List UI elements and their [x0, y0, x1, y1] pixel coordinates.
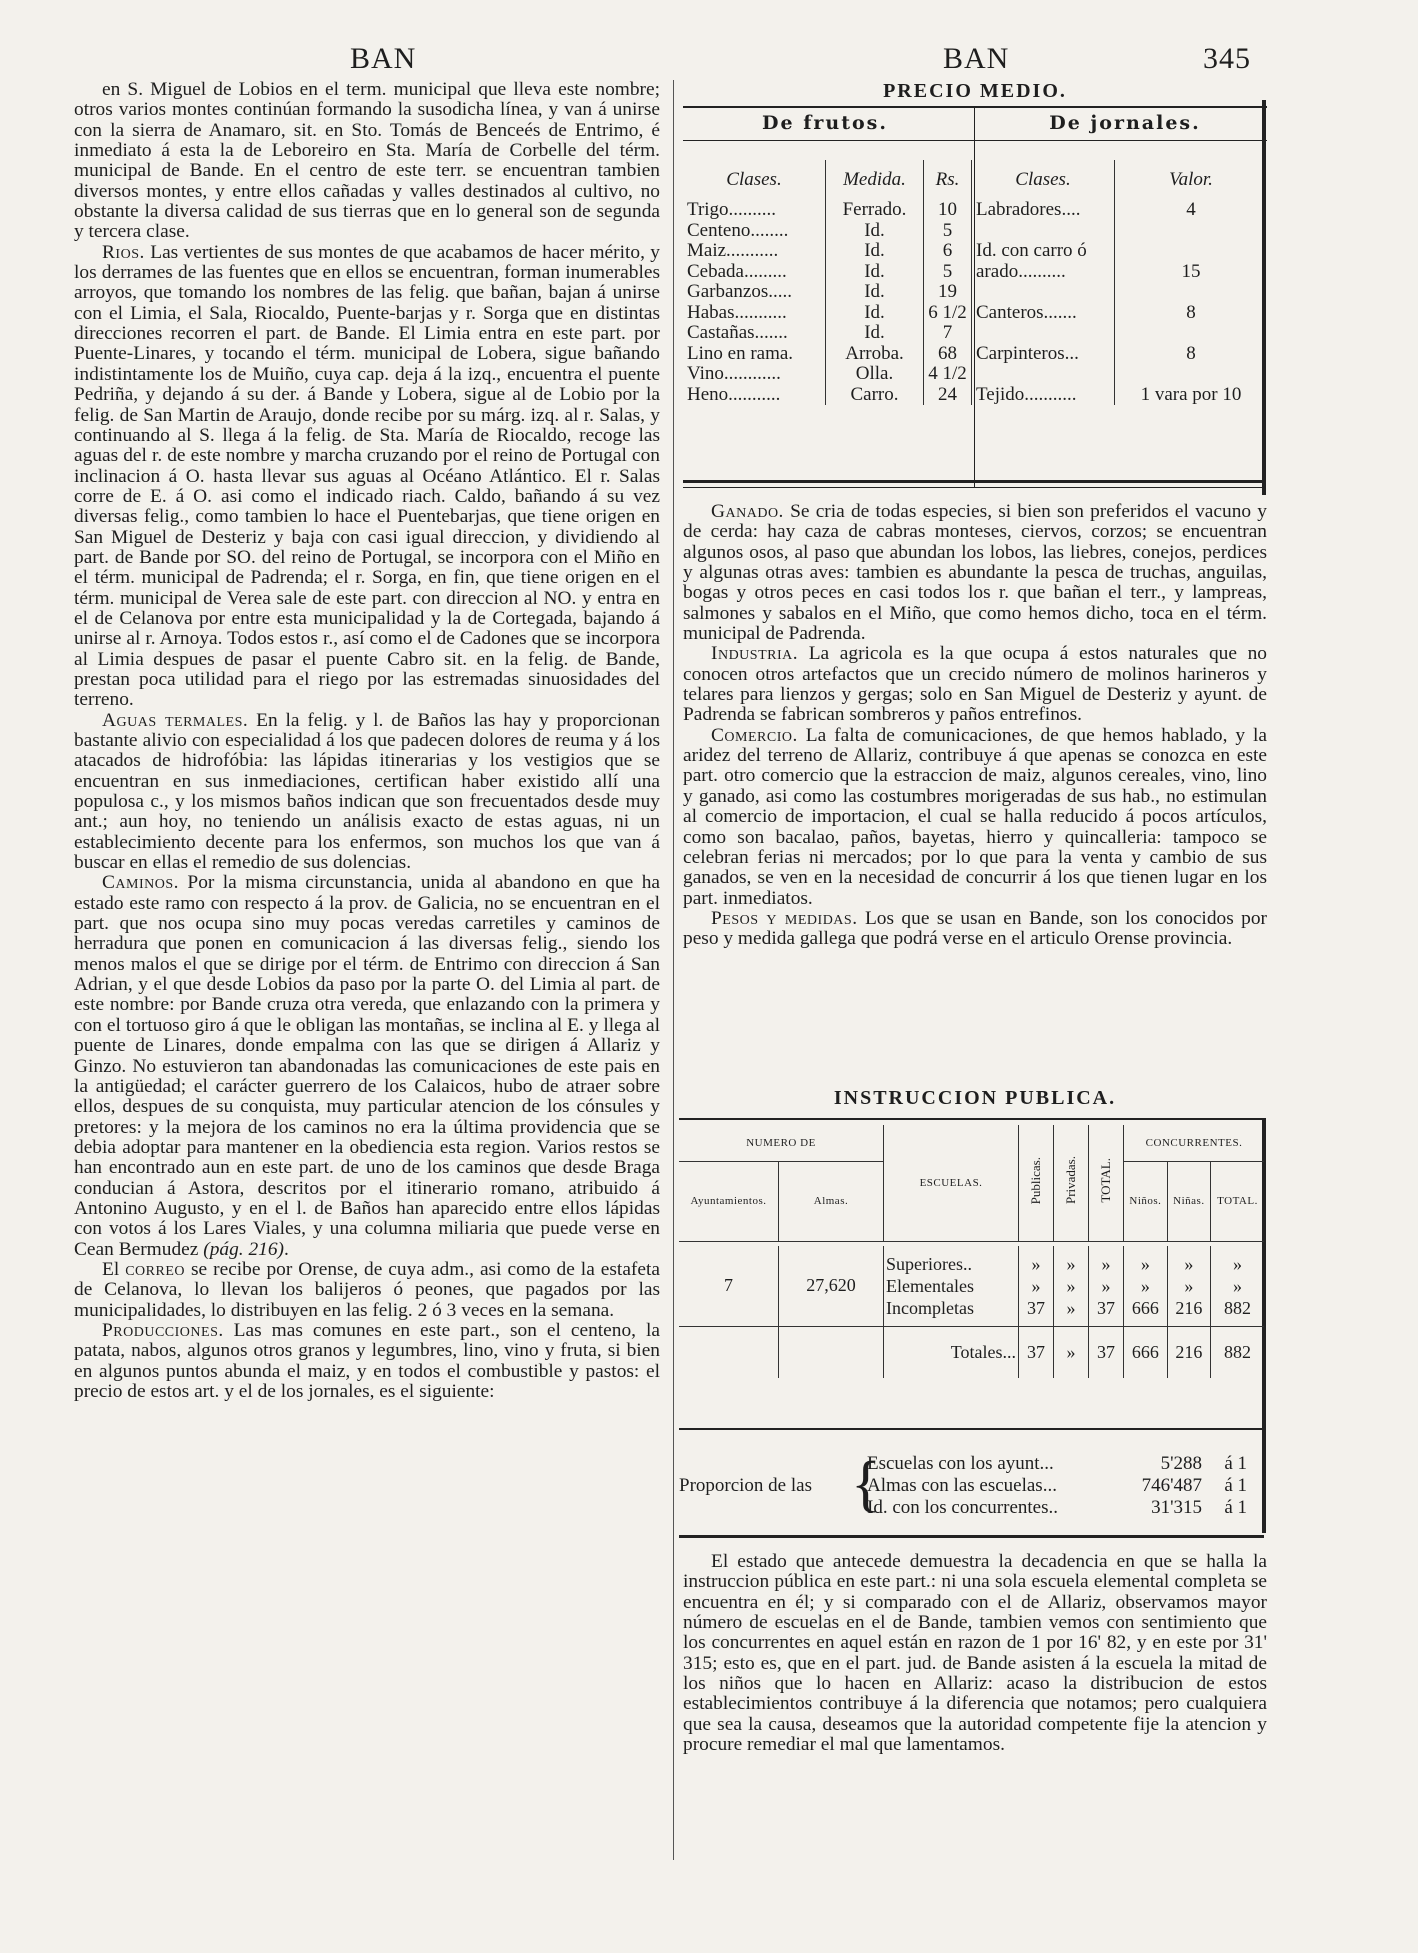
- fruto-medida: Id.: [826, 323, 924, 344]
- paragraph-text: Los que se usan en Bande, son los conocidos por peso y medida gallega que podrá verse en el articulo Orense provincia.: [683, 907, 1267, 950]
- fruto-medida: Olla.: [826, 364, 924, 385]
- total-escuelas-header: [1089, 1125, 1124, 1241]
- section-heading: Rios.: [102, 241, 145, 263]
- fruto-medida: Ferrado.: [826, 200, 924, 221]
- fruto-clase: Castañas.......: [683, 323, 826, 344]
- precio-table: [683, 160, 1267, 405]
- precio-bottom-rule-2: [683, 487, 1265, 488]
- instruccion-mid-rule: [679, 1428, 1264, 1430]
- proporcion-desc: Escuelas con los ayunt...: [867, 1453, 1054, 1474]
- jornales-title: De jornales.: [1049, 112, 1201, 134]
- totales-privadas: »: [1054, 1326, 1089, 1378]
- section-heading: Aguas termales.: [102, 709, 249, 731]
- escuela-elementales: Elementales: [886, 1275, 974, 1296]
- fruto-rs: 24: [924, 385, 972, 406]
- fruto-medida: Id.: [826, 241, 924, 262]
- precio-sub-rule: [683, 140, 1267, 141]
- col-header-clases-jornales: Clases.: [972, 160, 1115, 200]
- frutos-title: De frutos.: [762, 112, 888, 134]
- fruto-medida: Id.: [826, 262, 924, 283]
- paragraph-text: Se cria de todas especies, si bien son preferidos el vacuno y de cerda: hay caza de cabras monteses, ciervos, corzos; se encuentran algunos osos, al paso que abundan los lobos, las liebres, conejos, perdices y algunas otras aves: tambien es abundante la pesca de truchas, anguilas, bogas y otros peces en casi todos los r. que bañan el terr., y lampreas, salmones y sabalos en el Miño, que como hemos dicho, toca en el térm. municipal de Padrenda.: [683, 501, 1267, 645]
- precio-row: [683, 344, 1267, 365]
- precio-body: [683, 200, 1267, 405]
- fruto-clase: Vino............: [683, 364, 826, 385]
- concurrentes-header: CONCURRENTES.: [1124, 1125, 1265, 1161]
- fruto-medida: Arroba.: [826, 344, 924, 365]
- jornal-clase: [972, 282, 1115, 303]
- proporcion-ratio: á 1: [1224, 1475, 1247, 1496]
- proporcion-value: 5'288: [1160, 1453, 1202, 1474]
- col-header-valor: Valor.: [1169, 168, 1213, 190]
- concurrentes-superiores: »: [1232, 1253, 1242, 1274]
- jornal-clase: Carpinteros...: [972, 344, 1115, 365]
- proporcion-value: 31'315: [1151, 1497, 1202, 1518]
- fruto-clase: Trigo..........: [683, 200, 826, 221]
- jornal-clase: [972, 221, 1115, 242]
- jornal-clase: Tejido...........: [972, 385, 1115, 406]
- precio-row: [683, 262, 1267, 283]
- proporcion-row: [867, 1475, 1247, 1497]
- precio-row: [683, 200, 1267, 221]
- paragraph-text: En la felig. y l. de Baños las hay y proporcionan bastante alivio con especialidad á los que padecen dolores de reuma y á los atacados de hidrofóbia: las lápidas itinerarias y los vestigios que se encuentran en sus inmediaciones, certifican haber existido allí una populosa c., y los mismos baños indican que son frecuentados desde muy ant.; aun hoy, no teniendo un análisis exacto de estas aguas, ni un establecimiento decente para los enfermos, son muchos los que van á buscar en ellas el remedio de sus dolencias.: [74, 709, 660, 874]
- privadas-values: [1054, 1246, 1089, 1326]
- total-elementales: »: [1101, 1275, 1111, 1296]
- totales-concurrentes: 882: [1223, 1341, 1251, 1362]
- fruto-clase: Heno...........: [683, 385, 826, 406]
- paragraph-text: en S. Miguel de Lobios en el term. municipal que lleva este nombre; otros varios montes continúan formando la susodicha línea, y van á unirse con la sierra de Anamaro, sit. en Sto. Tomás de Benceés de Entrimo, é inmediato á esta la de Leboreiro en Sta. María de Corbelle del térm. municipal de Bande. En el centro de este terr. se encuentran tambien diversos montes, y entre ellos cañadas y valles destinados al cultivo, no obstante la diversa calidad de sus tierras que en lo general son de segunda y tercera clase.: [74, 79, 660, 243]
- fruto-clase: Cebada.........: [683, 262, 826, 283]
- fruto-medida: Id.: [826, 282, 924, 303]
- numero-de-header: NUMERO DE: [679, 1125, 884, 1161]
- ninas-incompletas: 216: [1175, 1297, 1203, 1318]
- ninos-incompletas: 666: [1131, 1297, 1159, 1318]
- proporcion-desc: Id. con los concurrentes..: [867, 1497, 1058, 1518]
- proporcion-ratio: á 1: [1224, 1453, 1247, 1474]
- jornal-clase: Id. con carro ó: [972, 241, 1115, 262]
- total-escuelas-values: [1089, 1246, 1124, 1326]
- left-paragraph: [74, 1321, 660, 1402]
- escuela-incompletas: Incompletas: [886, 1297, 974, 1318]
- fruto-rs: 10: [924, 200, 972, 221]
- escuelas-header: ESCUELAS.: [884, 1125, 1019, 1241]
- section-heading: Caminos.: [102, 872, 180, 894]
- precio-row: [683, 221, 1267, 242]
- totales-ninos: 666: [1124, 1326, 1168, 1378]
- almas-header: Almas.: [779, 1161, 884, 1241]
- proporcion-row: [867, 1453, 1247, 1475]
- precio-top-rule: [683, 106, 1267, 108]
- ayuntamientos-value: 7: [679, 1246, 779, 1326]
- escuela-superiores: Superiores..: [886, 1253, 972, 1274]
- running-header-left: BAN: [350, 42, 417, 75]
- proporcion-row: [867, 1497, 1247, 1519]
- totales-total: 37: [1089, 1326, 1124, 1378]
- section-heading: Pesos y medidas.: [711, 907, 858, 929]
- paragraph-text: La falta de comunicaciones, de que hemos hablado, y la aridez del terreno de Allariz, contribuye á que apenas se conozca en este part. otro comercio que la estraccion de maiz, algunos cereales, vino, lino y ganado, asi como las costumbres morigeradas de sus hab., no estimulan al comercio de importacion, el cual se halla reducido á pocos artículos, como son bacalao, paños, bayetas, hierro y quincalleria: tampoco se celebran ferias ni mercados; por lo que para la venta y cambio de sus ganados, se ven en la necesidad de concurrir á los que tienen lugar en los part. inmediatos.: [683, 724, 1267, 909]
- final-paragraph: El estado que antecede demuestra la decadencia en que se halla la instruccion pública en este part.: ni una sola escuela elemental completa se encuentra en él; y si comparado con el de Allariz, observamos mayor número de escuelas en el de Bande, tambien vemos con sentimiento que los concurrentes en aquel están en razon de 1 por 16' 82, y en este por 31' 315; esto es, que en el part. jud. de Bande asisten á la escuela la mitad de los niños que lo hacen en Allariz: acaso la distribucion de estos establecimientos contribuye á la diferencia que notamos; pero cualquiera que sea la causa, deseamos que la autoridad competente fije la atencion y procure remediar el mal que lamentamos.: [683, 1551, 1267, 1756]
- right-paragraph: [683, 909, 1267, 950]
- ninas-values: [1167, 1246, 1210, 1326]
- fruto-rs: 6 1/2: [924, 303, 972, 324]
- left-paragraph: [74, 80, 660, 243]
- totales-publicas: 37: [1019, 1326, 1054, 1378]
- instruccion-bottom-rule: [679, 1535, 1264, 1538]
- total-incompletas: 37: [1097, 1297, 1115, 1318]
- concurrentes-elementales: »: [1232, 1275, 1242, 1296]
- right-column: [683, 502, 1267, 950]
- concurrentes-incompletas: 882: [1223, 1297, 1251, 1318]
- publicas-superiores: »: [1031, 1253, 1041, 1274]
- left-paragraph: [74, 1260, 660, 1321]
- fruto-medida: Carro.: [826, 385, 924, 406]
- proporcion-list: [867, 1453, 1247, 1519]
- paragraph-text: Las mas comunes en este part., son el centeno, la patata, nabos, algunos otros granos y legumbres, lino, vino y fruta, si bien en algunos puntos abunda el maiz, y en todos el combustible y pastos: el precio de estos art. y el de los jornales, es el siguiente:: [74, 1319, 660, 1402]
- ninos-values: [1124, 1246, 1168, 1326]
- paragraph-text: se recibe por Orense, de cuya adm., asi como de la estafeta de Celanova, lo llevan los balijeros ó peones, que pagados por las municipalidades, lo distribuyen en las felig. 2 ó 3 veces en la semana.: [74, 1258, 660, 1321]
- ninos-elementales: »: [1140, 1275, 1150, 1296]
- proporcion-value: 746'487: [1141, 1475, 1202, 1496]
- jornal-clase: [972, 323, 1115, 344]
- escuelas-types: [884, 1246, 1019, 1326]
- col-header-rs: Rs.: [924, 160, 972, 200]
- left-paragraph: [74, 243, 660, 711]
- publicas-header: [1019, 1125, 1054, 1241]
- totales-label: Totales...: [884, 1326, 1019, 1378]
- publicas-values: [1019, 1246, 1054, 1326]
- total-concurrentes-header: TOTAL.: [1217, 1195, 1258, 1207]
- publicas-label: Publicas.: [1028, 1156, 1043, 1204]
- jornal-valor: [1115, 241, 1268, 262]
- jornal-valor: [1115, 221, 1268, 242]
- totales-row: [679, 1326, 1264, 1378]
- precio-row: [683, 282, 1267, 303]
- fruto-medida: Id.: [826, 221, 924, 242]
- fruto-clase: Lino en rama.: [683, 344, 826, 365]
- paragraph-text: Las vertientes de sus montes de que acabamos de hacer mérito, y los derrames de las fuentes que en ellos se encuentran, forman inumerables arroyos, que tomando los nombres de las felig. que bañan, bajan á unirse con el Limia, el Sala, Riocaldo, Puente-barjas y r. Sorga que en distintas direcciones recorren el part. de Bande. El Limia entra en este part. por Puente-Linares, y tocando el térm. municipal de Lobera, sigue bañando indistintamente los de Muiño, cuya cap. deja á la izq., encuentra el puente Pedriña, y dejando á su der. á Bande y Lobera, sigue al de Lobio por la felig. de San Martin de Araujo, donde recibe por su márg. izq. al r. Salas, y continuando al S. llega á la felig. de Sta. María de Riocaldo, recoge las aguas del r. de este nombre y marcha cruzando por el reino de Portugal con inclinacion á O. hasta llevar sus aguas al Océano Atlántico. El r. Salas corre de E. á O. asi como el indicado riach. Caldo, bañando á su vez diversas felig., como tambien lo hace el Puentebarjas, que tiene origen en San Miguel de Desteriz y baja con casi igual direccion, y dividiendo al part. de Bande por SO. del reino de Portugal, se incorpora con el Miño en el térm. municipal de Padrenda; el r. Sorga, en fin, que tiene origen en el térm. municipal de Verea sale de este part. con direccion al NO. y entra en el de Celanova por entre esta municipalidad y la de Cortegada, bajando á unirse al r. Arnoya. Todos estos r., así como el de Cadones que se incorpora al Limia despues de pasar el puente Cabro sit. en la felig. de Bande, prestan poca utilidad para el riego por las estremadas sinuosidades del terreno.: [74, 241, 660, 711]
- right-paragraph: [683, 502, 1267, 644]
- fruto-rs: 5: [924, 221, 972, 242]
- precio-bottom-rule: [683, 480, 1265, 483]
- fruto-clase: Habas...........: [683, 303, 826, 324]
- privadas-label: Privadas.: [1063, 1156, 1078, 1205]
- ninos-superiores: »: [1140, 1253, 1150, 1274]
- privadas-incompletas: »: [1066, 1297, 1076, 1318]
- fruto-rs: 4 1/2: [924, 364, 972, 385]
- total-concurrentes-values: [1210, 1246, 1264, 1326]
- fruto-rs: 19: [924, 282, 972, 303]
- col-header-clases: Clases.: [683, 160, 826, 200]
- jornal-valor: 4: [1186, 199, 1196, 220]
- ninas-header: Niñas.: [1167, 1161, 1210, 1241]
- section-heading: Ganado.: [711, 501, 784, 522]
- right-paragraph: [683, 726, 1267, 909]
- final-paragraph-container: [683, 1552, 1267, 1755]
- fruto-rs: 6: [924, 241, 972, 262]
- ayuntamientos-header: Ayuntamientos.: [679, 1161, 779, 1241]
- jornal-valor: [1115, 364, 1268, 385]
- section-heading: Producciones.: [102, 1319, 224, 1341]
- section-heading: Comercio.: [711, 724, 798, 746]
- proporcion-desc: Almas con las escuelas...: [867, 1475, 1057, 1496]
- paragraph-text: Por la misma circunstancia, unida al abandono en que ha estado este ramo con respecto á la prov. de Galicia, no se encuentran en el part. que nos ocupa sino muy pocas veredas carretiles y caminos de herradura que ponen en comunicacion á las diversas felig., siendo los menos malos el que se dirige por el térm. de Entrimo con direccion á San Adrian, y el que desde Lobios da paso por la parte O. del Limia al part. de este nombre: por Bande cruza otra vereda, que enlazando con la primera y con el tortuoso giro á que le obligan las montañas, se inclina al E. y llega al puente de Linares, donde empalma con las que se dirigen á Allariz y Ginzo. No estuvieron tan abandonadas las comunicaciones de este pais en la antigüedad; el carácter guerrero de los Calaicos, hubo de atraer sobre ellos, despues de su conquista, muy particular atencion de los cónsules y pretores: y la mejora de los caminos no era la última providencia que se debia adoptar para mantener en la obediencia esta region. Varios restos se han encontrado aun en este part. de uno de los caminos que desde Braga conducian á Astora, descritos por el itinerario romano, atribuido á Antonino Augusto, y en el l. de Baños han aparecido entre ellos lápidas con votos á los Lares Viales, y una columna miliaria que puede verse en Cean Bermudez: [74, 872, 660, 1260]
- privadas-header: [1054, 1125, 1089, 1241]
- precio-row: [683, 364, 1267, 385]
- section-heading: correo: [125, 1258, 186, 1280]
- totales-ninas: 216: [1167, 1326, 1210, 1378]
- instruccion-data-row: [679, 1246, 1264, 1326]
- total-superiores: »: [1101, 1253, 1111, 1274]
- running-header-center: BAN: [943, 42, 1010, 75]
- proporcion-label: Proporcion de las: [679, 1475, 812, 1496]
- proporcion-brace: {: [851, 1450, 881, 1518]
- fruto-clase: Maiz...........: [683, 241, 826, 262]
- right-paragraph: [683, 644, 1267, 725]
- col-header-medida: Medida.: [826, 160, 924, 200]
- proporcion-ratio: á 1: [1224, 1497, 1247, 1518]
- paragraph-text: .: [284, 1238, 289, 1260]
- jornal-valor: 15: [1181, 260, 1201, 282]
- section-heading: Industria.: [711, 643, 799, 665]
- left-column: [74, 80, 660, 1402]
- jornal-valor: 1 vara por 10: [1140, 383, 1242, 405]
- fruto-clase: Garbanzos.....: [683, 282, 826, 303]
- paragraph-text: (pág. 216): [203, 1238, 285, 1260]
- instruccion-title: INSTRUCCION PUBLICA.: [833, 1087, 1117, 1109]
- almas-value: 27,620: [779, 1246, 884, 1326]
- column-divider: [673, 80, 674, 1860]
- jornal-valor: 8: [1186, 342, 1196, 364]
- instruccion-table: [679, 1125, 1264, 1378]
- precio-row: [683, 323, 1267, 344]
- precio-row: [683, 241, 1267, 262]
- jornal-valor: [1115, 323, 1268, 344]
- fruto-rs: 68: [924, 344, 972, 365]
- jornal-valor: 8: [1186, 301, 1196, 323]
- fruto-rs: 5: [924, 262, 972, 283]
- jornal-valor: [1115, 282, 1268, 303]
- fruto-medida: Id.: [826, 303, 924, 324]
- ninas-elementales: »: [1184, 1275, 1194, 1296]
- ninos-header: Niños.: [1124, 1161, 1168, 1241]
- fruto-clase: Centeno........: [683, 221, 826, 242]
- privadas-elementales: »: [1066, 1275, 1076, 1296]
- paragraph-text: El: [102, 1258, 126, 1280]
- paragraph-text: La agricola es la que ocupa á estos naturales que no conocen otros artefactos que un crecido número de molinos harineros y telares para lienzos y gergas; solo en San Miguel de Desteriz y ayunt. de Padrenda se fabrican sombreros y paños entrefinos.: [683, 643, 1267, 726]
- jornal-clase: Canteros.......: [972, 303, 1115, 324]
- page-number: 345: [1203, 42, 1251, 75]
- instruccion-top-rule: [679, 1118, 1264, 1120]
- total-escuelas-label: TOTAL.: [1098, 1157, 1113, 1203]
- precio-row: [683, 385, 1267, 406]
- precio-row: [683, 303, 1267, 324]
- precio-medio-title: PRECIO MEDIO.: [883, 80, 1067, 102]
- publicas-elementales: »: [1031, 1275, 1041, 1296]
- jornal-clase: arado..........: [972, 262, 1115, 283]
- left-paragraph: [74, 873, 660, 1260]
- publicas-incompletas: 37: [1027, 1297, 1045, 1318]
- privadas-superiores: »: [1066, 1253, 1076, 1274]
- jornal-clase: [972, 364, 1115, 385]
- jornal-clase: Labradores....: [972, 200, 1115, 221]
- left-paragraph: [74, 711, 660, 874]
- fruto-rs: 7: [924, 323, 972, 344]
- ninas-superiores: »: [1184, 1253, 1194, 1274]
